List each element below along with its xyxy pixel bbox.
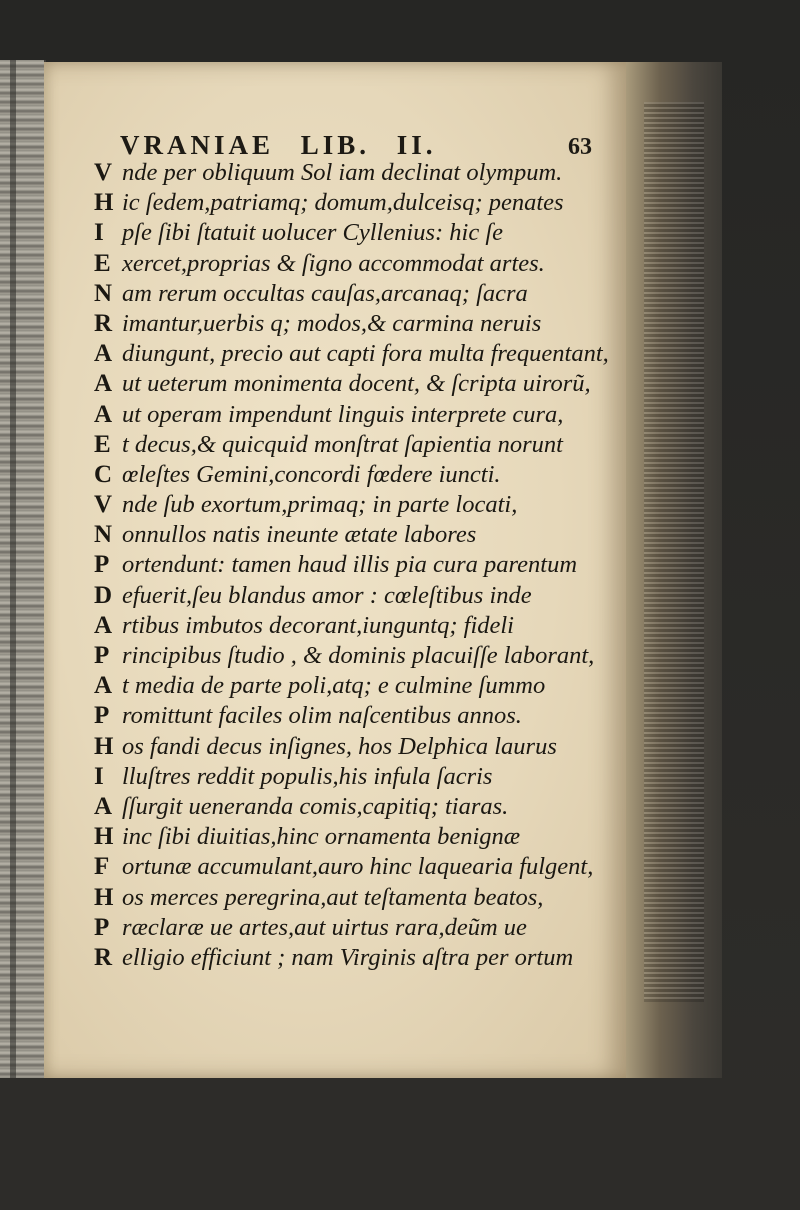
verse-initial: N [94, 279, 113, 307]
verse-text: am rerum occultas cauſas,arcanaq; ſacra [122, 279, 528, 307]
verse-line [94, 188, 614, 218]
verse-text: xercet,proprias & ſigno accommodat artes. [122, 249, 545, 277]
verse-text: ut operam impendunt linguis interprete cura, [122, 400, 564, 428]
verse-initial: E [94, 430, 111, 458]
book-binding-edge [626, 62, 722, 1078]
verse-text: nde per obliquum Sol iam declinat olympum. [122, 159, 563, 186]
verse-initial: P [94, 642, 110, 669]
verse-line [94, 550, 614, 580]
running-title [120, 130, 453, 161]
verse-line [94, 732, 614, 762]
verse-text: œleſtes Gemini,concordi fœdere iuncti. [122, 460, 501, 488]
verse-line [94, 369, 614, 399]
verse-text: romittunt faciles olim naſcentibus annos. [122, 702, 522, 730]
verse-line [94, 581, 614, 611]
verse-text: elligio efficiunt ; nam Virginis aſtra per ortum [122, 943, 574, 971]
verse-initial: A [94, 611, 113, 639]
verse-initial: H [94, 732, 114, 760]
verse-initial: A [94, 792, 113, 820]
running-title-book: LIB. [300, 130, 371, 160]
verse-line [94, 249, 614, 279]
verse-text: ortunæ accumulant,auro hinc laquearia fulgent, [122, 853, 594, 881]
verse-initial: P [94, 702, 110, 730]
verse-line [94, 158, 614, 188]
verse-line [94, 279, 614, 309]
verse-initial: C [94, 460, 113, 488]
page-stack-lines [644, 102, 704, 1002]
verse-initial: P [94, 913, 110, 941]
running-title-word: VRANIAE [120, 130, 275, 160]
verse-text: ræclaræ ue artes,aut uirtus rara,deũm ue [122, 913, 527, 941]
verse-text: ut ueterum monimenta docent, & ſcripta uirorũ, [122, 370, 591, 398]
verse-line [94, 943, 614, 973]
verse-line [94, 913, 614, 943]
verse-line [94, 520, 614, 550]
verse-text: imantur,uerbis q; modos,& carmina neruis [122, 309, 542, 337]
verse-line [94, 883, 614, 913]
verse-text: lluſtres reddit populis,his infula ſacris [122, 762, 493, 790]
verse-text: rtibus imbutos decorant,iunguntq; fideli [122, 611, 514, 639]
verse-initial: I [94, 219, 104, 247]
verse-text: ic ſedem,patriamq; domum,dulceisq; penates [122, 189, 564, 217]
verse-line [94, 309, 614, 339]
book-left-edge [0, 60, 46, 1100]
verse-text: os merces peregrina,aut teſtamenta beatos, [122, 883, 544, 911]
verse-line [94, 671, 614, 701]
verse-block [94, 158, 614, 973]
verse-initial: V [94, 159, 113, 186]
verse-text: diungunt, precio aut capti fora multa frequentant, [122, 340, 609, 368]
verse-text: pſe ſibi ſtatuit uolucer Cyllenius: hic ſe [122, 219, 504, 247]
verse-text: nde ſub exortum,primaq; in parte locati, [122, 491, 518, 519]
verse-text: t decus,& quicquid monſtrat ſapientia norunt [122, 430, 563, 458]
verse-text: os fandi decus inſignes, hos Delphica laurus [122, 732, 557, 760]
verse-text: onnullos natis ineunte ætate labores [122, 521, 477, 549]
verse-text: inc ſibi diuitias,hinc ornamenta benignæ [122, 823, 521, 851]
verse-line [94, 852, 614, 882]
verse-initial: H [94, 823, 114, 851]
verse-initial: A [94, 672, 113, 700]
verse-initial: I [94, 762, 104, 790]
verse-line [94, 701, 614, 731]
running-title-number: II. [396, 130, 437, 160]
verse-text: ſſurgit ueneranda comis,capitiq; tiaras. [122, 792, 509, 820]
verse-line [94, 641, 614, 671]
verse-initial: P [94, 551, 110, 579]
scanner-background [0, 1078, 800, 1210]
verse-line [94, 822, 614, 852]
verse-initial: A [94, 340, 113, 368]
verse-line [94, 792, 614, 822]
verse-line [94, 490, 614, 520]
verse-initial: H [94, 883, 114, 911]
verse-text: efuerit,ſeu blandus amor : cœleſtibus inde [122, 581, 532, 609]
verse-initial: V [94, 491, 113, 519]
verse-initial: H [94, 189, 114, 217]
verse-line [94, 218, 614, 248]
verse-initial: A [94, 370, 113, 398]
verse-line [94, 460, 614, 490]
verse-initial: R [94, 309, 113, 337]
verse-initial: N [94, 521, 113, 549]
verse-text: ortendunt: tamen haud illis pia cura parentum [122, 551, 578, 579]
verse-initial: F [94, 853, 110, 881]
verse-text: t media de parte poli,atq; e culmine ſummo [122, 672, 546, 700]
verse-line [94, 400, 614, 430]
verse-line [94, 762, 614, 792]
page-number: 63 [568, 134, 592, 160]
verse-line [94, 611, 614, 641]
verse-line [94, 339, 614, 369]
verse-text: rincipibus ſtudio , & dominis placuiſſe laborant, [122, 642, 595, 669]
verse-initial: R [94, 943, 113, 971]
verse-initial: E [94, 249, 111, 277]
verse-initial: D [94, 581, 113, 609]
verse-line [94, 430, 614, 460]
verse-initial: A [94, 400, 113, 428]
